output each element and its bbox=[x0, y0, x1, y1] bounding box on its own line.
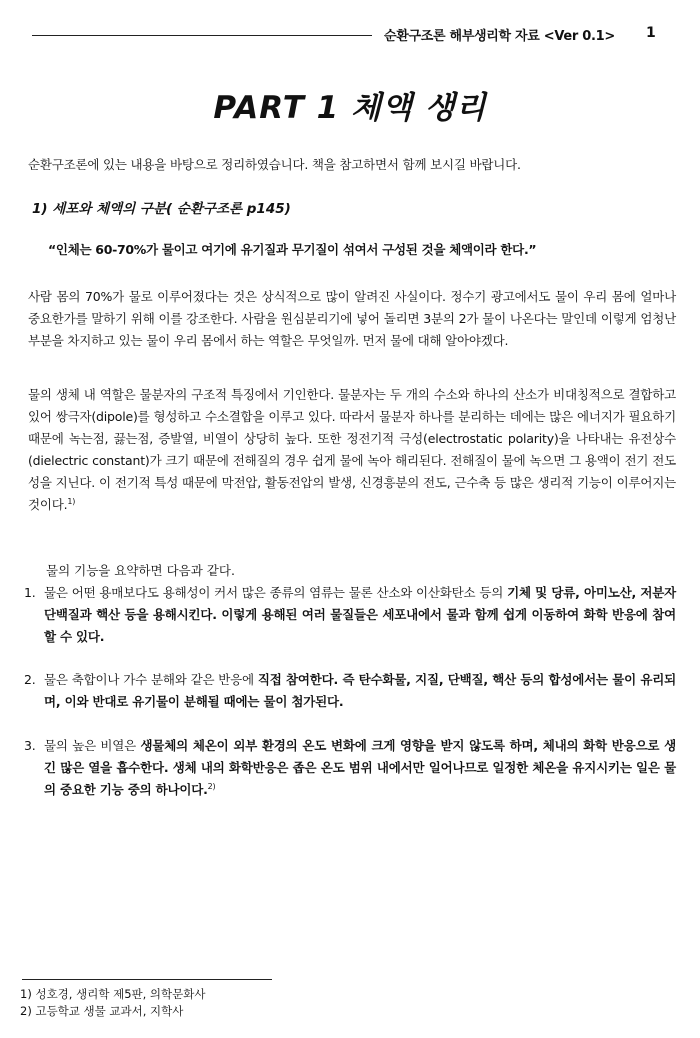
body-paragraph-1: 사람 몸의 70%가 물로 이루어졌다는 것은 상식적으로 많이 알려진 사실이다. 정수기 광고에서도 물이 우리 몸에 얼마나 중요한가를 말하기 위해 이를 강조한다. 사람을 원심분리기에 넣어 돌리면 3분의 2가 물이 나온다는 말인데 이렇게 엄청난 부분을 차지하고 있는 물이 우리 몸에서 하는 역할은 무엇일까. 먼저 물에 대해 알아야겠다. bbox=[28, 289, 676, 348]
definition-quote: “인체는 60-70%가 물이고 여기에 유기질과 무기질이 섞여서 구성된 것을 체액이라 한다.” bbox=[48, 242, 537, 257]
function-item-1 bbox=[24, 582, 676, 648]
footnote-1: 1) 성호경, 생리학 제5판, 의학문화사 bbox=[20, 987, 206, 1001]
footnote-ref-2: 2) bbox=[207, 781, 216, 791]
footnote-2: 2) 고등학교 생물 교과서, 지학사 bbox=[20, 1004, 184, 1018]
functions-intro: 물의 기능을 요약하면 다음과 같다. bbox=[46, 563, 235, 578]
function-item-3 bbox=[24, 735, 676, 801]
function-item-2 bbox=[24, 669, 676, 713]
function-item-text: 물은 축합이나 가수 분해와 같은 반응에 직접 참여한다. 즉 탄수화물, 지질, 단백질, 핵산 등의 합성에서는 물이 유리되며, 이와 반대로 유기물이 분해될 때에는 물이 첨가된다. bbox=[44, 672, 676, 709]
function-item-text: 물은 어떤 용매보다도 용해성이 커서 많은 종류의 염류는 물론 산소와 이산화탄소 등의 기체 및 당류, 아미노산, 저분자 단백질과 핵산 등을 용해시킨다. 이렇게 용해된 여러 물질들은 세포내에서 물과 함께 쉽게 이동하여 화학 반응에 참여할 수 있다. bbox=[44, 585, 676, 644]
function-item-number: 3. bbox=[24, 738, 36, 753]
function-item-number: 2. bbox=[24, 672, 36, 687]
running-title: 순환구조론 해부생리학 자료 <Ver 0.1> bbox=[384, 29, 615, 44]
body-paragraph-2 bbox=[28, 384, 676, 516]
function-item-number: 1. bbox=[24, 585, 36, 600]
body-paragraph-2-text: 물의 생체 내 역할은 물분자의 구조적 특징에서 기인한다. 물분자는 두 개의 수소와 하나의 산소가 비대칭적으로 결합하고 있어 쌍극자(dipole)를 형성하고 수소결합을 이루고 있다. 따라서 물분자 하나를 분리하는 데에는 많은 에너지가 필요하기 때문에 녹는점, 끓는점, 증발열, 비열이 상당히 높다. 또한 정전기적 극성(electrostatic polarity)을 나타내는 유전상수(dielectric constant)가 크기 때문에 전해질의 경우 쉽게 물에 녹아 해리된다. 전해질이 물에 녹으면 그 용액이 전기 전도성을 지닌다. 이 전기적 특성 때문에 막전압, 활동전압의 발생, 신경흥분의 전도, 근수축 등 많은 생리적 기능이 이루어지는 것이다. bbox=[28, 387, 676, 512]
page-number: 1 bbox=[646, 25, 656, 41]
footnotes bbox=[20, 986, 205, 1020]
function-item-text: 물의 높은 비열은 생물체의 체온이 외부 환경의 온도 변화에 크게 영향을 받지 않도록 하며, 체내의 화학 반응으로 생긴 많은 열을 흡수한다. 생체 내의 화학반응은 좁은 온도 범위 내에서만 일어나므로 일정한 체온을 유지시키는 일은 물의 중요한 기능 중의 하나이다.$^{2)}$ bbox=[44, 738, 676, 797]
header-rule bbox=[32, 35, 372, 36]
footnote-ref-1: 1) bbox=[67, 496, 76, 506]
page-title: PART 1 체액 생리 bbox=[213, 90, 487, 126]
intro-paragraph: 순환구조론에 있는 내용을 바탕으로 정리하였습니다. 책을 참고하면서 함께 보시길 바랍니다. bbox=[28, 157, 521, 172]
footnote-rule bbox=[22, 979, 272, 980]
section-heading: 1) 세포와 체액의 구분( 순환구조론 p145) bbox=[32, 201, 291, 217]
